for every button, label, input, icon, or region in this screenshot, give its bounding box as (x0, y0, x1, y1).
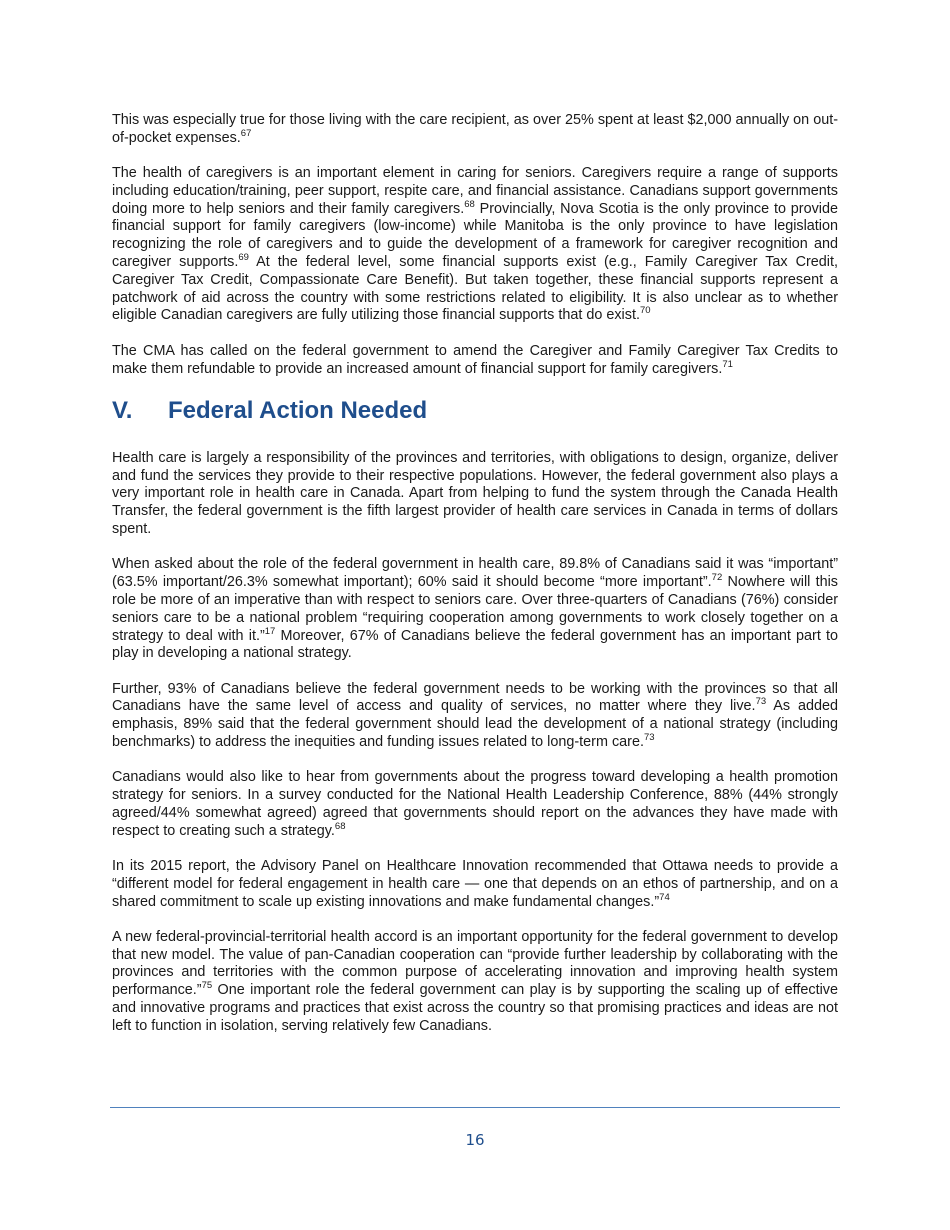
paragraph-text: When asked about the role of the federal government in health care, 89.8% of Canadians said it was “important” (63.5% important/26.3% somewhat important); 60% said it should become “more important”. (112, 556, 838, 591)
footnote-reference: 73 (755, 696, 767, 708)
footnote-reference: 71 (722, 358, 733, 370)
footnote-reference: 75 (201, 980, 213, 992)
body-paragraph (112, 681, 838, 752)
paragraph-text: Moreover, 67% of Canadians believe the federal government has an important part to play in developing a national strategy. (112, 627, 839, 662)
body-paragraph (112, 858, 838, 911)
paragraph-text: A new federal-provincial-territorial health accord is an important opportunity for the federal government to develop that new model. The value of pan-Canadian cooperation can “provide further leadership by collaborating with the provinces and territories with the common purpose of accelerating innovation and improving health system performance.” (112, 928, 838, 999)
paragraph-text: At the federal level, some financial supports exist (e.g., Family Caregiver Tax Credit, Caregiver Tax Credit, Compassionate Care Benefit). But taken together, these financial supports represent a patchwork of aid across the country with some restrictions related to eligibility. It is also unclear as to whether eligible Canadian caregivers are fully utilizing those financial supports that do exist. (112, 254, 838, 324)
body-paragraph (112, 450, 838, 539)
document-body (112, 112, 838, 1053)
body-paragraph (112, 165, 838, 325)
section-number: V. (112, 396, 133, 424)
footnote-reference: 67 (240, 127, 252, 139)
paragraph-text: Further, 93% of Canadians believe the federal government needs to be working with the provinces so that all Canadians have the same level of access and quality of services, no matter where they live. (112, 680, 838, 715)
paragraph-text: Health care is largely a responsibility of the provinces and territories, with obligations to design, organize, deliver and fund the services they provide to their respective populations. However, the federal government also plays a very important role in health care in Canada. Apart from helping to fund the system through the Canada Health Transfer, the federal government is the fifth largest provider of health care services in Canada in terms of dollars spent. (112, 449, 838, 538)
paragraph-text: This was especially true for those living with the care recipient, as over 25% spent at least $2,000 annually on out-of-pocket expenses. (112, 112, 838, 146)
body-paragraph (112, 112, 838, 148)
footnote-reference: 74 (659, 891, 670, 903)
footnote-reference: 68 (334, 820, 346, 832)
paragraph-text: The health of caregivers is an important element in caring for seniors. Caregivers require a range of supports including education/training, peer support, respite care, and financial assistance. Canadians support governments doing more to help seniors and their family caregivers. (112, 165, 838, 217)
footer-rule (110, 1107, 840, 1108)
body-paragraph (112, 929, 838, 1036)
paragraph-text: The CMA has called on the federal government to amend the Caregiver and Family Caregiver Tax Credits to make them refundable to provide an increased amount of financial support for family caregivers. (112, 342, 838, 377)
body-paragraph (112, 343, 838, 379)
paragraph-text: In its 2015 report, the Advisory Panel on Healthcare Innovation recommended that Ottawa needs to provide a “different model for federal engagement in health care — one that depends on an ethos of partnership, and on a shared commitment to scale up existing innovations and make fundamental changes.” (112, 858, 838, 910)
footnote-reference: 70 (639, 305, 651, 317)
footnote-reference: 17 (264, 625, 276, 637)
footnote-reference: 72 (711, 572, 723, 584)
body-paragraph (112, 769, 838, 840)
section-title: Federal Action Needed (168, 396, 428, 424)
paragraph-text: As added emphasis, 89% said that the federal government should lead the development of a national strategy (including benchmarks) to address the inequities and funding issues related to long-term care. (112, 698, 838, 751)
footnote-reference: 68 (464, 198, 475, 210)
body-paragraph (112, 556, 838, 663)
paragraph-text: One important role the federal government can play is by supporting the scaling up of effective and innovative programs and practices that exist across the country so that promising practices and ideas are not left to function in isolation, serving relatively few Canadians. (112, 982, 838, 1034)
paragraph-text: Canadians would also like to hear from governments about the progress toward developing a health promotion strategy for seniors. In a survey conducted for the National Health Leadership Conference, 88% (44% strongly agreed/44% somewhat agreed) agreed that governments should report on the advances they have made with respect to creating such a strategy. (112, 769, 838, 839)
section-heading (112, 396, 838, 426)
paragraph-text: Provincially, Nova Scotia is the only province to provide financial support for family caregivers (low-income) while Manitoba is the only province to have legislation recognizing the role of caregivers and to guide the development of a framework for caregiver recognition and caregiver supports. (112, 200, 839, 271)
footnote-reference: 69 (238, 252, 249, 264)
paragraph-text: Nowhere will this role be more of an imperative than with respect to seniors care. Over three-quarters of Canadians (76%) consider seniors care to be a national problem “requiring cooperation among governments to work closely together on a strategy to deal with it.” (112, 574, 838, 644)
footnote-reference: 73 (643, 732, 655, 744)
page-number: 16 (465, 1131, 485, 1149)
